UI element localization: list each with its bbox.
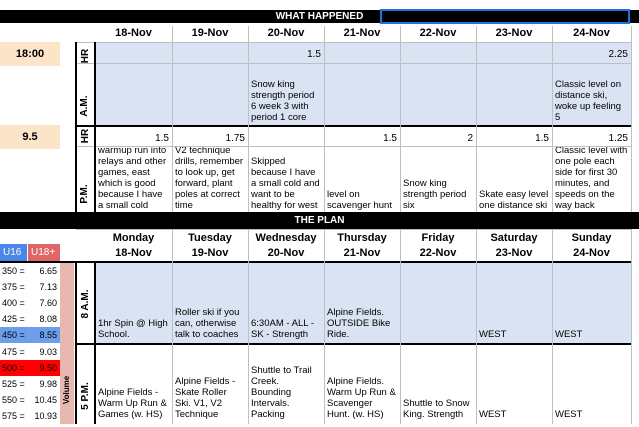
plan-am-text: WEST (479, 329, 507, 340)
plan-pm-cell[interactable] (403, 346, 473, 420)
plan-am-text: Alpine Fields. OUTSIDE Bike Ride. (327, 307, 391, 340)
pm-hr-cell[interactable]: 1.5 (535, 133, 549, 144)
volume-u18-cell[interactable]: 8.55 (28, 327, 60, 343)
volume-label: Volume (62, 375, 71, 405)
plan-weekday-header: Sunday (571, 232, 612, 244)
grid-vline (248, 26, 249, 212)
am-note-cell[interactable] (403, 79, 473, 124)
plan-date-header: 24-Nov (573, 247, 610, 259)
pm-note-cell[interactable] (403, 147, 473, 211)
pm-hr-cell[interactable]: 1.75 (225, 133, 245, 144)
volume-u16-cell[interactable]: 550 = (0, 392, 28, 408)
am-hr-cell[interactable]: 2.25 (608, 49, 628, 60)
plan-pm-text: Shuttle to Snow King. Strength (403, 398, 470, 420)
grid-vline (172, 229, 173, 424)
top-day-header: 18-Nov (115, 27, 152, 39)
top-day-header: 19-Nov (191, 27, 229, 39)
grid-vline (172, 26, 173, 212)
the-plan-header: THE PLAN (0, 212, 639, 229)
u16-header: U16 (0, 244, 27, 261)
side-total-cell[interactable]: 9.5 (0, 125, 60, 149)
plan-date-header: 19-Nov (191, 247, 229, 259)
plan-weekday-header: Monday (112, 232, 155, 244)
plan-pm-cell[interactable] (175, 346, 245, 420)
top-pm-label: P.M. (79, 184, 90, 204)
plan-date-header: 20-Nov (267, 247, 305, 259)
volume-u18-cell[interactable]: 7.13 (28, 279, 60, 295)
plan-pm-cell[interactable] (479, 346, 549, 420)
am-note-cell[interactable] (175, 79, 245, 124)
pm-note-cell[interactable] (175, 147, 245, 211)
grid-vline (476, 26, 477, 212)
plan-am-text: Roller ski if you can, otherwise talk to coaches (175, 307, 240, 340)
side-time-cell[interactable]: 18:00 (0, 42, 60, 66)
volume-u16-cell[interactable]: 400 = (0, 295, 28, 311)
plan-am-cell[interactable] (251, 262, 321, 340)
pm-hr-cell[interactable]: 1.5 (383, 133, 397, 144)
plan-weekday-header: Friday (421, 232, 455, 244)
u18-header: U18+ (28, 244, 60, 261)
plan-pm-text: Alpine Fields - Skate Roller Ski. V1, V2 Technique (175, 376, 236, 420)
grid-vline (400, 229, 401, 424)
plan-pm-cell[interactable] (555, 346, 628, 420)
volume-u18-cell[interactable]: 7.60 (28, 295, 60, 311)
pm-note-text: Snow king strength period six (403, 178, 467, 211)
pm-note-text: level on scavenger hunt (327, 189, 392, 211)
top-day-header: 21-Nov (343, 27, 381, 39)
volume-u18-cell[interactable]: 10.45 (28, 392, 60, 408)
pm-note-cell[interactable] (251, 147, 321, 211)
grid-vline (631, 229, 632, 424)
plan-pm-cell[interactable] (98, 346, 169, 420)
volume-u18-cell[interactable]: 9.03 (28, 344, 60, 360)
volume-u16-cell[interactable]: 350 = (0, 263, 28, 279)
top-day-header: 20-Nov (267, 27, 305, 39)
top-day-header: 22-Nov (419, 27, 457, 39)
plan-am-cell[interactable] (98, 262, 169, 340)
pm-note-cell[interactable] (327, 147, 397, 211)
plan-pm-text: WEST (479, 409, 507, 420)
pm-hr-cell[interactable]: 1.25 (608, 133, 628, 144)
plan-weekday-header: Saturday (490, 232, 538, 244)
am-note-cell[interactable] (98, 79, 169, 124)
volume-u16-cell[interactable]: 425 = (0, 311, 28, 327)
volume-u18-cell[interactable]: 8.08 (28, 311, 60, 327)
am-note-cell[interactable] (479, 79, 549, 124)
volume-u18-cell[interactable]: 9.98 (28, 376, 60, 392)
pm-note-text: Skate easy level one distance ski (479, 189, 549, 211)
top-pm-hr-label: HR (80, 128, 91, 144)
grid-vline (552, 26, 553, 212)
top-am-label: A.M. (79, 95, 90, 117)
plan-am-cell[interactable] (327, 262, 397, 340)
grid-vline (631, 26, 632, 212)
pm-note-text: V2 technique drills, remember to look up, get forward, plant poles at correct time (175, 147, 244, 211)
plan-weekday-header: Wednesday (255, 232, 317, 244)
grid-vline (400, 26, 401, 212)
volume-u16-cell[interactable]: 500 = (0, 360, 28, 376)
pm-note-text: warmup run into relays and other games, east which is good because I have a small cold (98, 147, 167, 211)
pm-note-cell[interactable] (555, 147, 628, 211)
plan-am-text: 1hr Spin @ High School. (98, 318, 168, 340)
top-am-hr-label: HR (80, 48, 91, 64)
plan-am-cell[interactable] (555, 262, 628, 340)
plan-pm-cell[interactable] (251, 346, 321, 420)
volume-u16-cell[interactable]: 375 = (0, 279, 28, 295)
plan-am-cell[interactable] (175, 262, 245, 340)
plan-weekday-header: Tuesday (188, 232, 232, 244)
pm-hr-cell[interactable]: 1.5 (155, 133, 169, 144)
pm-hr-cell[interactable]: 2 (467, 133, 473, 144)
selected-cell-outline[interactable] (380, 9, 630, 24)
am-note-cell[interactable] (327, 79, 397, 124)
plan-pm-text: Alpine Fields. Warm Up Run & Scavenger Hunt. (w. HS) (327, 376, 396, 420)
plan-pm-text: Alpine Fields - Warm Up Run & Games (w. HS) (98, 387, 167, 420)
am-note-cell[interactable]: Classic level on distance ski, woke up feeling 5 (555, 79, 622, 123)
plan-pm-cell[interactable] (327, 346, 397, 420)
plan-pm-label: 5 P.M. (80, 382, 91, 410)
plan-date-header: 21-Nov (343, 247, 381, 259)
plan-am-cell[interactable] (479, 262, 549, 340)
volume-u16-cell[interactable]: 450 = (0, 327, 28, 343)
plan-am-text: 6:30AM - ALL - SK - Strength (251, 318, 315, 340)
volume-u16-cell[interactable]: 575 = (0, 408, 28, 424)
volume-u16-cell[interactable]: 525 = (0, 376, 28, 392)
volume-u18-cell[interactable]: 9.50 (28, 360, 60, 376)
plan-date-header: 18-Nov (115, 247, 152, 259)
grid-vline (324, 26, 325, 212)
am-note-cell[interactable]: Snow king strength period 6 week 3 with period 1 core (251, 79, 315, 123)
plan-pm-text: Shuttle to Trail Creek. Bounding Intervals. Packing (251, 365, 312, 420)
pm-note-text: Classic level with one pole each side for first 30 minutes, and speeds on the way back (555, 147, 628, 211)
plan-date-header: 22-Nov (419, 247, 457, 259)
grid-vline (552, 229, 553, 424)
plan-am-cell[interactable] (403, 262, 473, 340)
volume-u18-cell[interactable]: 10.93 (28, 408, 60, 424)
plan-weekday-header: Thursday (337, 232, 387, 244)
am-hr-cell[interactable]: 1.5 (307, 49, 321, 60)
grid-vline (324, 229, 325, 424)
pm-note-cell[interactable] (479, 147, 549, 211)
plan-date-header: 23-Nov (495, 247, 533, 259)
plan-pm-text: WEST (555, 409, 583, 420)
volume-u16-cell[interactable]: 475 = (0, 344, 28, 360)
pm-note-cell[interactable] (98, 147, 169, 211)
pm-note-text: Skipped because I have a small cold and want to be healthy for west (251, 156, 320, 211)
grid-vline (476, 229, 477, 424)
top-day-header: 23-Nov (495, 27, 533, 39)
what-happened-header: WHAT HAPPENED (0, 10, 639, 23)
plan-am-text: WEST (555, 329, 583, 340)
plan-am-label: 8 A.M. (80, 289, 91, 319)
top-day-header: 24-Nov (573, 27, 610, 39)
grid-vline (248, 229, 249, 424)
volume-u18-cell[interactable]: 6.65 (28, 263, 60, 279)
